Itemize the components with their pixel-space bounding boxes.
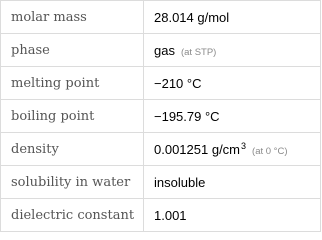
- value-text: −195.79 °C: [154, 108, 220, 124]
- table-row: [1, 67, 321, 100]
- property-label: molar mass: [1, 1, 144, 34]
- property-label: boiling point: [1, 100, 144, 133]
- property-label: solubility in water: [1, 166, 144, 199]
- property-value: [144, 133, 321, 166]
- property-value: [144, 166, 321, 199]
- table-row: [1, 133, 321, 166]
- property-label: melting point: [1, 67, 144, 100]
- property-label: density: [1, 133, 144, 166]
- value-text: 0.001251 g/cm: [154, 141, 241, 157]
- value-text: 1.001: [154, 207, 187, 223]
- property-value: [144, 1, 321, 34]
- table-row: [1, 100, 321, 133]
- table-row: [1, 1, 321, 34]
- property-value: [144, 199, 321, 232]
- table-row: [1, 199, 321, 232]
- value-text: 28.014 g/mol: [154, 9, 230, 25]
- value-text: insoluble: [154, 174, 206, 190]
- value-text: −210 °C: [154, 75, 202, 91]
- value-text: gas: [154, 42, 175, 58]
- property-label: dielectric constant: [1, 199, 144, 232]
- property-label: phase: [1, 34, 144, 67]
- unit-exponent: 3: [241, 140, 247, 151]
- property-value: [144, 67, 321, 100]
- property-value: [144, 34, 321, 67]
- table-row: [1, 34, 321, 67]
- table-row: [1, 166, 321, 199]
- condition-note: (at STP): [180, 46, 217, 58]
- property-value: [144, 100, 321, 133]
- condition-note: (at 0 °C): [252, 145, 288, 157]
